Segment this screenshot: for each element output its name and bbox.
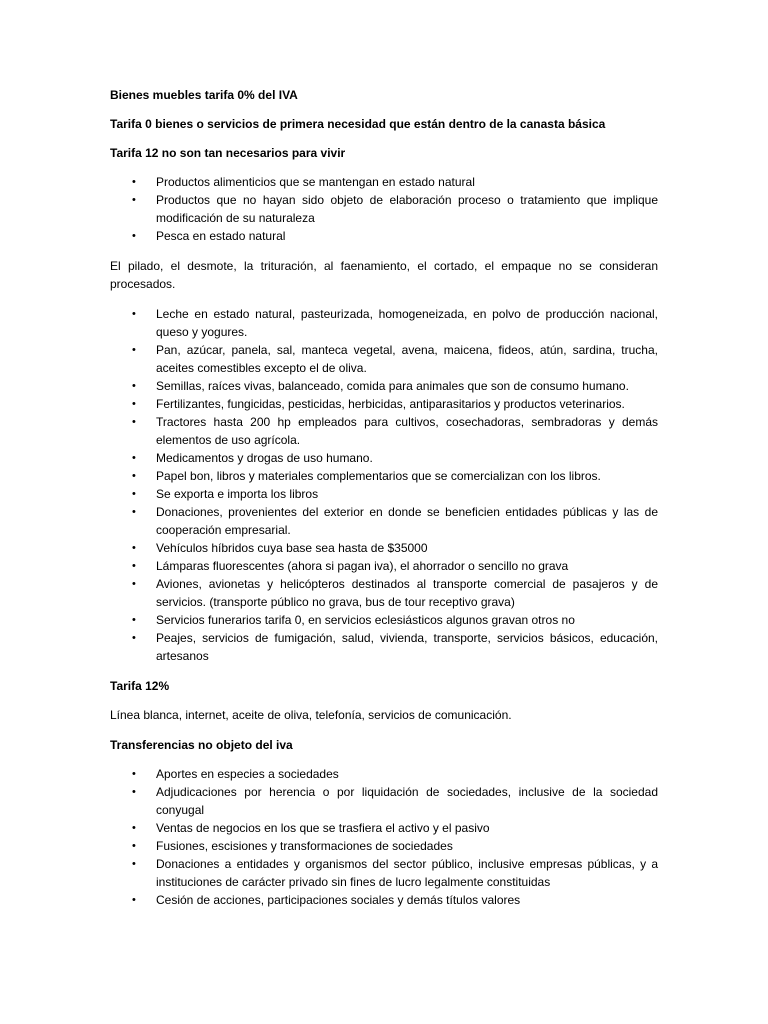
list-item-text: Lámparas fluorescentes (ahora si pagan iva), el ahorrador o sencillo no grava (156, 559, 569, 573)
bullet-icon: • (132, 488, 136, 500)
bullet-icon: • (132, 560, 136, 572)
list-transferencias (110, 765, 658, 909)
bullet-icon: • (132, 194, 136, 206)
bullet-icon: • (132, 176, 136, 188)
bullet-icon: • (132, 632, 136, 644)
bullet-icon: • (132, 230, 136, 242)
list-item (110, 413, 658, 449)
list-item (110, 449, 658, 467)
list-item-text: Servicios funerarios tarifa 0, en servicios eclesiásticos algunos gravan otros no (156, 613, 575, 627)
paragraph-procesados: El pilado, el desmote, la trituración, al faenamiento, el cortado, el empaque no se consideran procesados. (110, 259, 658, 291)
list-item-text: Donaciones a entidades y organismos del sector público, inclusive empresas públicas, y a instituciones de carácter privado sin fines de lucro legalmente constituidas (156, 857, 658, 889)
list-item-text: Aviones, avionetas y helicópteros destinados al transporte comercial de pasajeros y de servicios. (transporte público no grava, bus de tour receptivo grava) (156, 577, 658, 609)
bullet-icon: • (132, 768, 136, 780)
bullet-icon: • (132, 542, 136, 554)
list-item-text: Adjudicaciones por herencia o por liquidación de sociedades, inclusive de la sociedad conyugal (156, 785, 658, 817)
list-item-text: Peajes, servicios de fumigación, salud, vivienda, transporte, servicios básicos, educación, artesanos (156, 631, 658, 663)
list-item (110, 855, 658, 891)
list-item-text: Tractores hasta 200 hp empleados para cultivos, cosechadoras, sembradoras y demás elementos de uso agrícola. (156, 415, 658, 447)
heading-tarifa-12: Tarifa 12% (110, 679, 170, 693)
list-item-text: Aportes en especies a sociedades (156, 767, 339, 781)
list-item (110, 765, 658, 783)
bullet-icon: • (132, 506, 136, 518)
list-item (110, 539, 658, 557)
list-item (110, 819, 658, 837)
document-body (110, 86, 658, 921)
bullet-icon: • (132, 894, 136, 906)
list-item (110, 227, 658, 245)
list-item (110, 783, 658, 819)
bullet-icon: • (132, 308, 136, 320)
list-item (110, 611, 658, 629)
list-item-text: Donaciones, provenientes del exterior en donde se beneficien entidades públicas y las de cooperación empresarial. (156, 505, 658, 537)
list-item-text: Medicamentos y drogas de uso humano. (156, 451, 373, 465)
list-item-text: Productos alimenticios que se mantengan en estado natural (156, 175, 475, 189)
list-item (110, 173, 658, 191)
list-item (110, 503, 658, 539)
bullet-icon: • (132, 452, 136, 464)
heading-transferencias: Transferencias no objeto del iva (110, 738, 293, 752)
bullet-icon: • (132, 840, 136, 852)
heading-tarifa-12-necesarios: Tarifa 12 no son tan necesarios para vivir (110, 146, 346, 160)
list-item-text: Cesión de acciones, participaciones sociales y demás títulos valores (156, 893, 521, 907)
list-item (110, 485, 658, 503)
list-item (110, 575, 658, 611)
bullet-icon: • (132, 786, 136, 798)
list-item-text: Ventas de negocios en los que se trasfiera el activo y el pasivo (156, 821, 490, 835)
list-item-text: Vehículos híbridos cuya base sea hasta de $35000 (156, 541, 428, 555)
bullet-icon: • (132, 614, 136, 626)
bullet-icon: • (132, 822, 136, 834)
list-productos (110, 173, 658, 245)
list-item-text: Pan, azúcar, panela, sal, manteca vegetal, avena, maicena, fideos, atún, sardina, trucha, aceites comestibles excepto el de oliva. (156, 343, 658, 375)
list-item (110, 891, 658, 909)
list-item (110, 837, 658, 855)
list-item (110, 341, 658, 377)
heading-bienes-muebles: Bienes muebles tarifa 0% del IVA (110, 88, 298, 102)
bullet-icon: • (132, 380, 136, 392)
list-item (110, 629, 658, 665)
list-bienes-tarifa-0 (110, 305, 658, 665)
heading-tarifa-0: Tarifa 0 bienes o servicios de primera necesidad que están dentro de la canasta básica (110, 117, 606, 131)
list-item-text: Pesca en estado natural (156, 229, 286, 243)
list-item-text: Semillas, raíces vivas, balanceado, comida para animales que son de consumo humano. (156, 379, 629, 393)
list-item-text: Leche en estado natural, pasteurizada, homogeneizada, en polvo de producción nacional, queso y yogures. (156, 307, 658, 339)
list-item (110, 305, 658, 341)
bullet-icon: • (132, 470, 136, 482)
list-item (110, 395, 658, 413)
bullet-icon: • (132, 344, 136, 356)
list-item-text: Se exporta e importa los libros (156, 487, 319, 501)
bullet-icon: • (132, 578, 136, 590)
list-item (110, 557, 658, 575)
list-item-text: Fertilizantes, fungicidas, pesticidas, herbicidas, antiparasitarios y productos veterinarios. (156, 397, 625, 411)
bullet-icon: • (132, 416, 136, 428)
list-item (110, 377, 658, 395)
bullet-icon: • (132, 858, 136, 870)
bullet-icon: • (132, 398, 136, 410)
list-item-text: Fusiones, escisiones y transformaciones de sociedades (156, 839, 453, 853)
paragraph-tarifa-12: Línea blanca, internet, aceite de oliva, telefonía, servicios de comunicación. (110, 708, 512, 722)
list-item-text: Productos que no hayan sido objeto de elaboración proceso o tratamiento que implique modificación de su naturaleza (156, 193, 658, 225)
list-item-text: Papel bon, libros y materiales complementarios que se comercializan con los libros. (156, 469, 601, 483)
list-item (110, 191, 658, 227)
list-item (110, 467, 658, 485)
